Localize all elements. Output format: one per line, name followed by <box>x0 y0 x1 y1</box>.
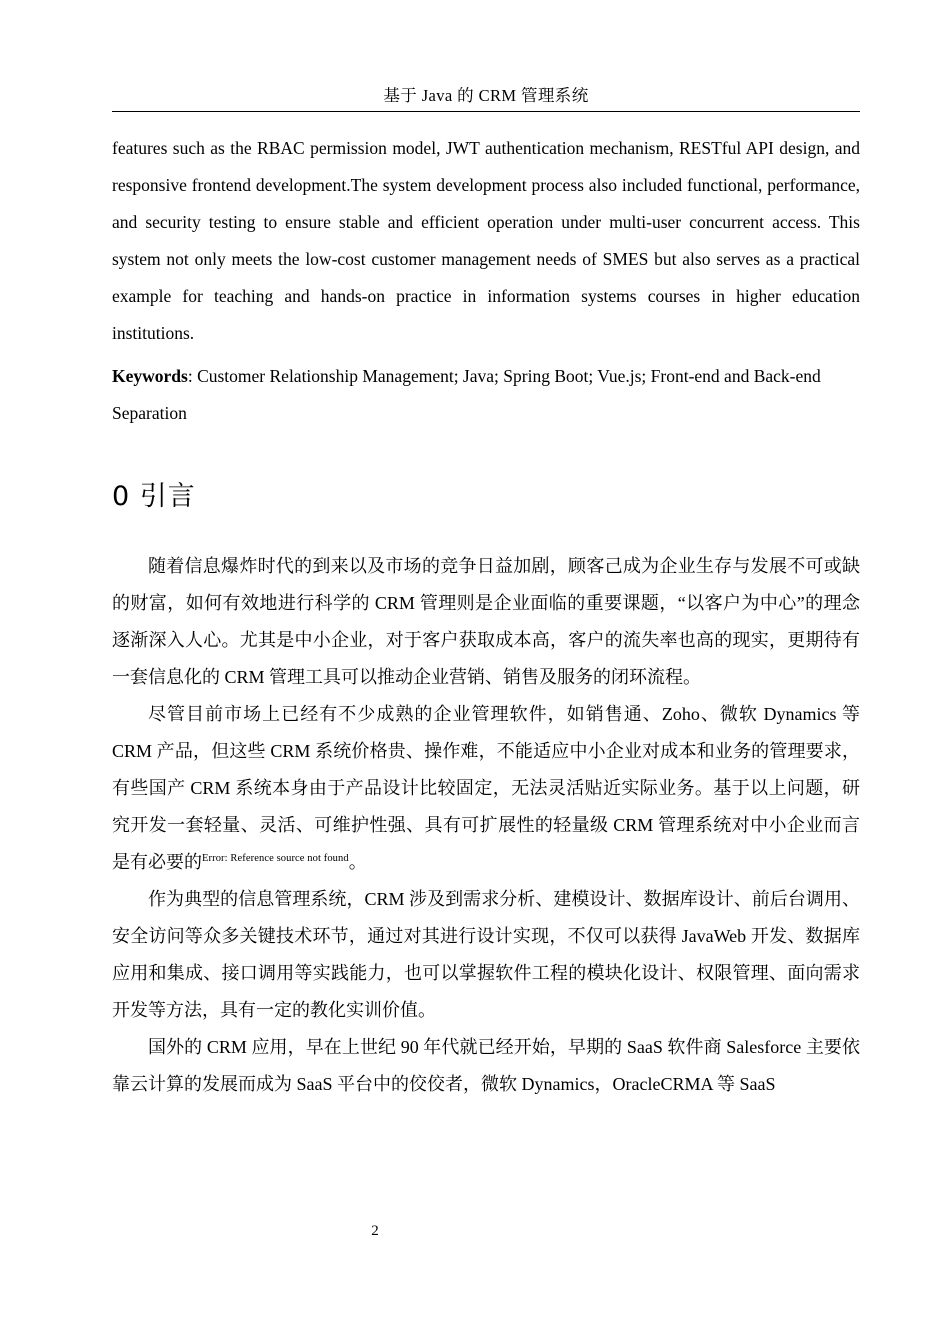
paragraph-2-text-before-field: 尽管目前市场上已经有不少成熟的企业管理软件，如销售通、Zoho、微软 Dynamics 等 CRM 产品，但这些 CRM 系统价格贵、操作难，不能适应中小企业对成本和业务的管理要求，有些国产 CRM 系统本身由于产品设计比较固定，无法灵活贴近实际业务。基于以上问题，研究开发一套轻量、灵活、可维护性强、具有可扩展性的轻量级 CRM 管理系统对中小企业而言是有必要的 <box>112 704 860 872</box>
paragraph-2-text-after-field: 。 <box>348 852 367 872</box>
header-title: 基于 Java 的 CRM 管理系统 <box>383 86 589 105</box>
keywords-line <box>112 358 860 432</box>
abstract-paragraph: features such as the RBAC permission model, JWT authentication mechanism, RESTful API design, and responsive frontend development.The system development process also included functional, performance, and security testing to ensure stable and efficient operation under multi-user concurrent access. This system not only meets the low-cost customer management needs of SMES but also serves as a practical example for teaching and hands-on practice in information systems courses in higher education institutions. <box>112 138 860 343</box>
page-footer <box>0 1222 750 1240</box>
spacer <box>112 432 860 476</box>
keywords-value: Customer Relationship Management; Java; Spring Boot; Vue.js; Front-end and Back-end Separation <box>112 366 821 423</box>
spacer <box>112 518 860 548</box>
page-number: 2 <box>371 1223 379 1239</box>
section-heading: 0 引言 <box>112 481 196 512</box>
body-paragraph-1: 随着信息爆炸时代的到来以及市场的竞争日益加剧，顾客己成为企业生存与发展不可或缺的财富，如何有效地进行科学的 CRM 管理则是企业面临的重要课题，“以客户为中心”的理念逐渐深入人心。尤其是中小企业，对于客户获取成本高，客户的流失率也高的现实，更期待有一套信息化的 CRM 管理工具可以推动企业营销、销售及服务的闭环流程。 <box>112 556 860 687</box>
page-header <box>112 86 860 112</box>
keywords-label: Keywords <box>112 366 188 386</box>
reference-error-field: Error: Reference source not found <box>202 853 349 864</box>
body-paragraph-4: 国外的 CRM 应用，早在上世纪 90 年代就已经开始，早期的 SaaS 软件商 Salesforce 主要依靠云计算的发展而成为 SaaS 平台中的佼佼者，微软 Dynamics，OracleCRMA 等 SaaS <box>112 1037 860 1094</box>
page-content <box>112 130 860 1103</box>
body-paragraph-2 <box>112 696 860 881</box>
keywords-separator: : <box>187 366 198 386</box>
body-paragraph-3: 作为典型的信息管理系统，CRM 涉及到需求分析、建模设计、数据库设计、前后台调用、安全访问等众多关键技术环节，通过对其进行设计实现，不仅可以获得 JavaWeb 开发、数据库应用和集成、接口调用等实践能力，也可以掌握软件工程的模块化设计、权限管理、面向需求开发等方法，具有一定的教化实训价值。 <box>112 889 860 1020</box>
header-rule <box>112 111 860 112</box>
